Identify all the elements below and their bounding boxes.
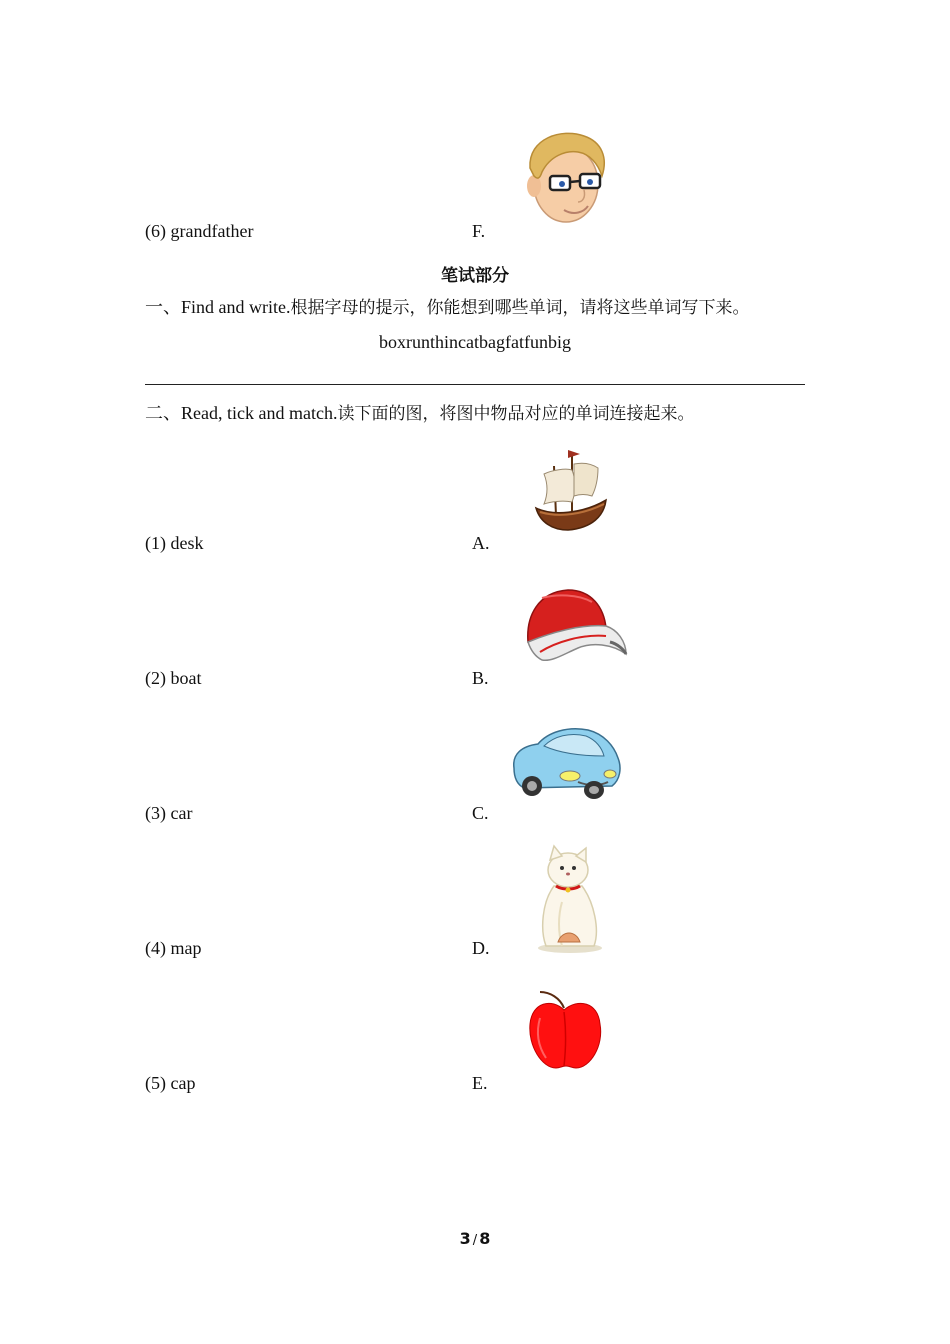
- letter-string: boxrunthincatbagfatfunbig: [379, 332, 571, 352]
- page-separator: /: [472, 1233, 478, 1248]
- item-2-boat: (2) boat: [145, 668, 202, 688]
- option-c: C.: [472, 803, 489, 823]
- section1-instruction-cn: 根据字母的提示，你能想到哪些单词，请将这些单词写下来。: [290, 298, 750, 318]
- car-icon: [508, 724, 624, 802]
- section2-instruction: [145, 402, 694, 425]
- grandfather-glasses-icon: [522, 128, 612, 230]
- option-a: A.: [472, 533, 490, 553]
- answer-line: [145, 384, 805, 385]
- section1-prefix: 一、: [145, 297, 181, 317]
- section2-prefix: 二、: [145, 403, 181, 423]
- item-3-car: (3) car: [145, 803, 193, 823]
- page-current: 3: [459, 1229, 471, 1248]
- section2-instruction-en: Read, tick and match.: [181, 403, 338, 423]
- section-title-written: 笔试部分: [441, 266, 509, 286]
- section2-instruction-cn: 读下面的图，将图中物品对应的单词连接起来。: [337, 404, 695, 424]
- option-f: F.: [472, 221, 486, 241]
- page-number: [0, 1229, 950, 1248]
- section1-instruction-en: Find and write.: [181, 297, 291, 317]
- apple-icon: [524, 988, 606, 1072]
- cat-icon: [532, 842, 606, 954]
- option-e: E.: [472, 1073, 488, 1093]
- option-d: D.: [472, 938, 490, 958]
- cap-icon: [522, 586, 628, 666]
- boat-icon: [532, 446, 612, 532]
- item-1-desk: (1) desk: [145, 533, 204, 553]
- item-5-cap: (5) cap: [145, 1073, 196, 1093]
- section1-instruction: [145, 296, 750, 319]
- option-b: B.: [472, 668, 489, 688]
- item-6-grandfather: (6) grandfather: [145, 221, 254, 241]
- item-4-map: (4) map: [145, 938, 202, 958]
- page-total: 8: [479, 1229, 491, 1248]
